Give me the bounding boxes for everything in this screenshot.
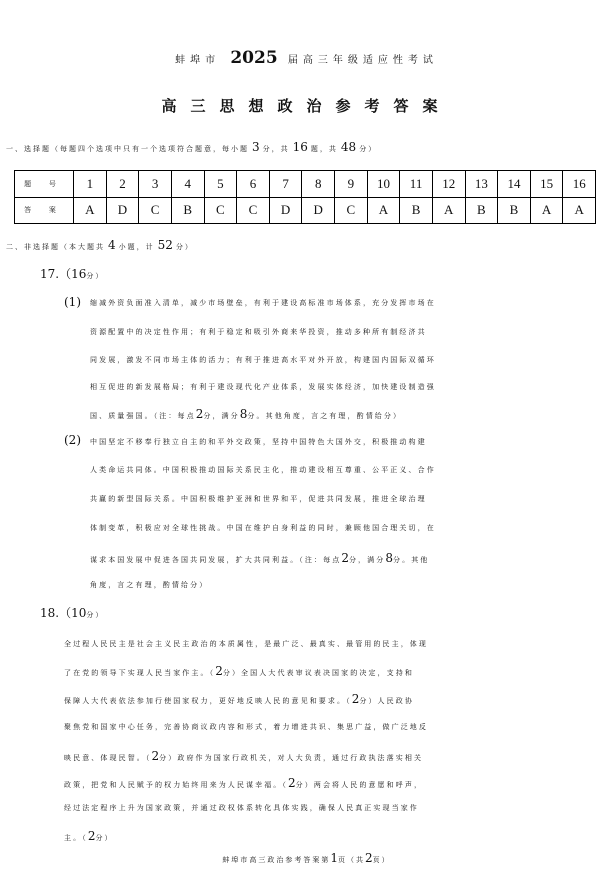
section1-heading: 一、选择题（每题四个选项中只有一个选项符合题意，每小题 3 分，共 16 题，共 48 分） xyxy=(6,140,378,154)
header-year: 2025 xyxy=(230,48,278,68)
q18-line: 聚焦党和国家中心任务，完善协商议政内容和形式，着力增进共识、集思广益，做广泛地反 xyxy=(64,723,428,731)
header-exam-name: 届高三年级适应性考试 xyxy=(287,55,438,66)
exam-header xyxy=(0,48,613,68)
question-number: 1 xyxy=(74,171,107,198)
question-number: 2 xyxy=(106,171,139,198)
q17-p1-line: 缩减外资负面准入清单，减少市场壁垒，有利于建设高标准市场体系，充分发挥市场在 xyxy=(90,299,436,307)
answer-cell: D xyxy=(269,197,302,224)
answer-cell: A xyxy=(530,197,563,224)
question-number: 16 xyxy=(563,171,596,198)
q17-p2-line: 共赢的新型国际关系。中国积极维护亚洲和世界和平，促进共同发展，推进全球治理 xyxy=(90,495,427,503)
q17-part1-marker: (1) xyxy=(64,295,81,309)
page-title: 高三思想政治参考答案 xyxy=(161,97,452,115)
footer-total-pages: 2 xyxy=(365,851,373,865)
q18-score: 10 xyxy=(71,606,87,620)
q17-score: 16 xyxy=(71,267,87,281)
answer-cell: B xyxy=(171,197,204,224)
q18-line: 政策，把党和人民赋予的权力始终用来为人民谋幸福。（2分）两会将人民的意愿和呼声， xyxy=(64,776,424,790)
question-number: 12 xyxy=(432,171,465,198)
answer-cell: D xyxy=(106,197,139,224)
answer-cell: B xyxy=(465,197,498,224)
section2-heading: 二、非选择题（本大题共 4 小题，计 52 分） xyxy=(6,238,194,252)
answer-table-numbers-row xyxy=(15,171,596,198)
q18-line: 经过法定程序上升为国家政策，并通过政权体系转化具体实践，确保人民真正实现当家作 xyxy=(64,804,419,812)
q17-p2-note-line: 谋求本国发展中促进各国共同发展，扩大共同利益。（注：每点2分，满分8分。其他 xyxy=(90,551,430,565)
answer-cell: C xyxy=(204,197,237,224)
question-number: 13 xyxy=(465,171,498,198)
q17-p2-line: 中国坚定不移奉行独立自主的和平外交政策，坚持中国特色大国外交，积极推动构建 xyxy=(90,438,427,446)
section1-count: 16 xyxy=(292,140,308,154)
question-number: 9 xyxy=(335,171,368,198)
answer-cell: B xyxy=(400,197,433,224)
question-number: 3 xyxy=(139,171,172,198)
q18-heading: 18.（10分） xyxy=(40,606,105,620)
q17-heading: 17.（16分） xyxy=(40,267,105,281)
footer-page-number: 1 xyxy=(330,851,338,865)
q18-line: 保障人大代表依法参加行使国家权力，更好地反映人民的意见和要求。（2分）人民政协 xyxy=(64,692,414,706)
q17-number: 17. xyxy=(40,267,60,281)
section1-per-score: 3 xyxy=(252,140,260,154)
q18-line: 了在党的领导下实现人民当家作主。（2分）全国人大代表审议表决国家的决定，支持和 xyxy=(64,664,414,678)
question-number: 4 xyxy=(171,171,204,198)
answer-cell: A xyxy=(367,197,400,224)
section1-total: 48 xyxy=(340,140,357,154)
page-footer: 蚌埠市高三政治参考答案第1页（共2页） xyxy=(222,851,391,865)
answer-cell: B xyxy=(498,197,531,224)
question-number: 6 xyxy=(237,171,270,198)
q18-line: 映民意、体现民智。（2分）政府作为国家行政机关，对人大负责，通过行政执法落实相关 xyxy=(64,749,424,763)
question-number: 11 xyxy=(400,171,433,198)
row-label-answer: 答 案 xyxy=(15,197,74,224)
answer-table xyxy=(14,170,596,224)
answer-cell: A xyxy=(74,197,107,224)
q17-p1-line: 资源配置中的决定性作用；有利于稳定和吸引外商来华投资，推动多种所有制经济共 xyxy=(90,328,427,336)
answer-cell: C xyxy=(139,197,172,224)
section2-total: 52 xyxy=(157,238,173,252)
question-number: 10 xyxy=(367,171,400,198)
answer-cell: C xyxy=(335,197,368,224)
header-city: 蚌埠市 xyxy=(175,55,221,66)
question-number: 8 xyxy=(302,171,335,198)
question-number: 5 xyxy=(204,171,237,198)
q17-p2-line: 人类命运共同体。中国积极推动国际关系民主化，推动建设相互尊重、公平正义、合作 xyxy=(90,466,436,474)
q17-p2-line: 体制变革，积极应对全球性挑战。中国在维护自身利益的同时，兼顾他国合理关切，在 xyxy=(90,524,436,532)
answer-cell: A xyxy=(432,197,465,224)
answer-cell: A xyxy=(563,197,596,224)
q18-line: 全过程人民民主是社会主义民主政治的本质属性，是最广泛、最真实、最管用的民主，体现 xyxy=(64,640,428,648)
q17-p1-line: 相互促进的新发展格局；有利于建设现代化产业体系，发展实体经济，加快建设制造强 xyxy=(90,383,436,391)
answer-table-answers-row xyxy=(15,197,596,224)
section2-count: 4 xyxy=(108,238,116,252)
answer-cell: C xyxy=(237,197,270,224)
q17-p1-note-line: 国、质量强国。（注：每点2分，满分8分。其他角度，言之有理，酌情给分） xyxy=(90,407,403,421)
q17-p2-line: 角度，言之有理，酌情给分） xyxy=(90,581,209,589)
q17-part2-marker: (2) xyxy=(64,433,81,447)
question-number: 7 xyxy=(269,171,302,198)
answer-cell: D xyxy=(302,197,335,224)
q17-p1-line: 同发展，激发不同市场主体的活力；有利于推进高水平对外开放，构建国内国际双循环 xyxy=(90,356,436,364)
question-number: 14 xyxy=(498,171,531,198)
q18-number: 18. xyxy=(40,606,60,620)
q18-line: 主。（2分） xyxy=(64,829,114,843)
row-label-question: 题 号 xyxy=(15,171,74,198)
question-number: 15 xyxy=(530,171,563,198)
